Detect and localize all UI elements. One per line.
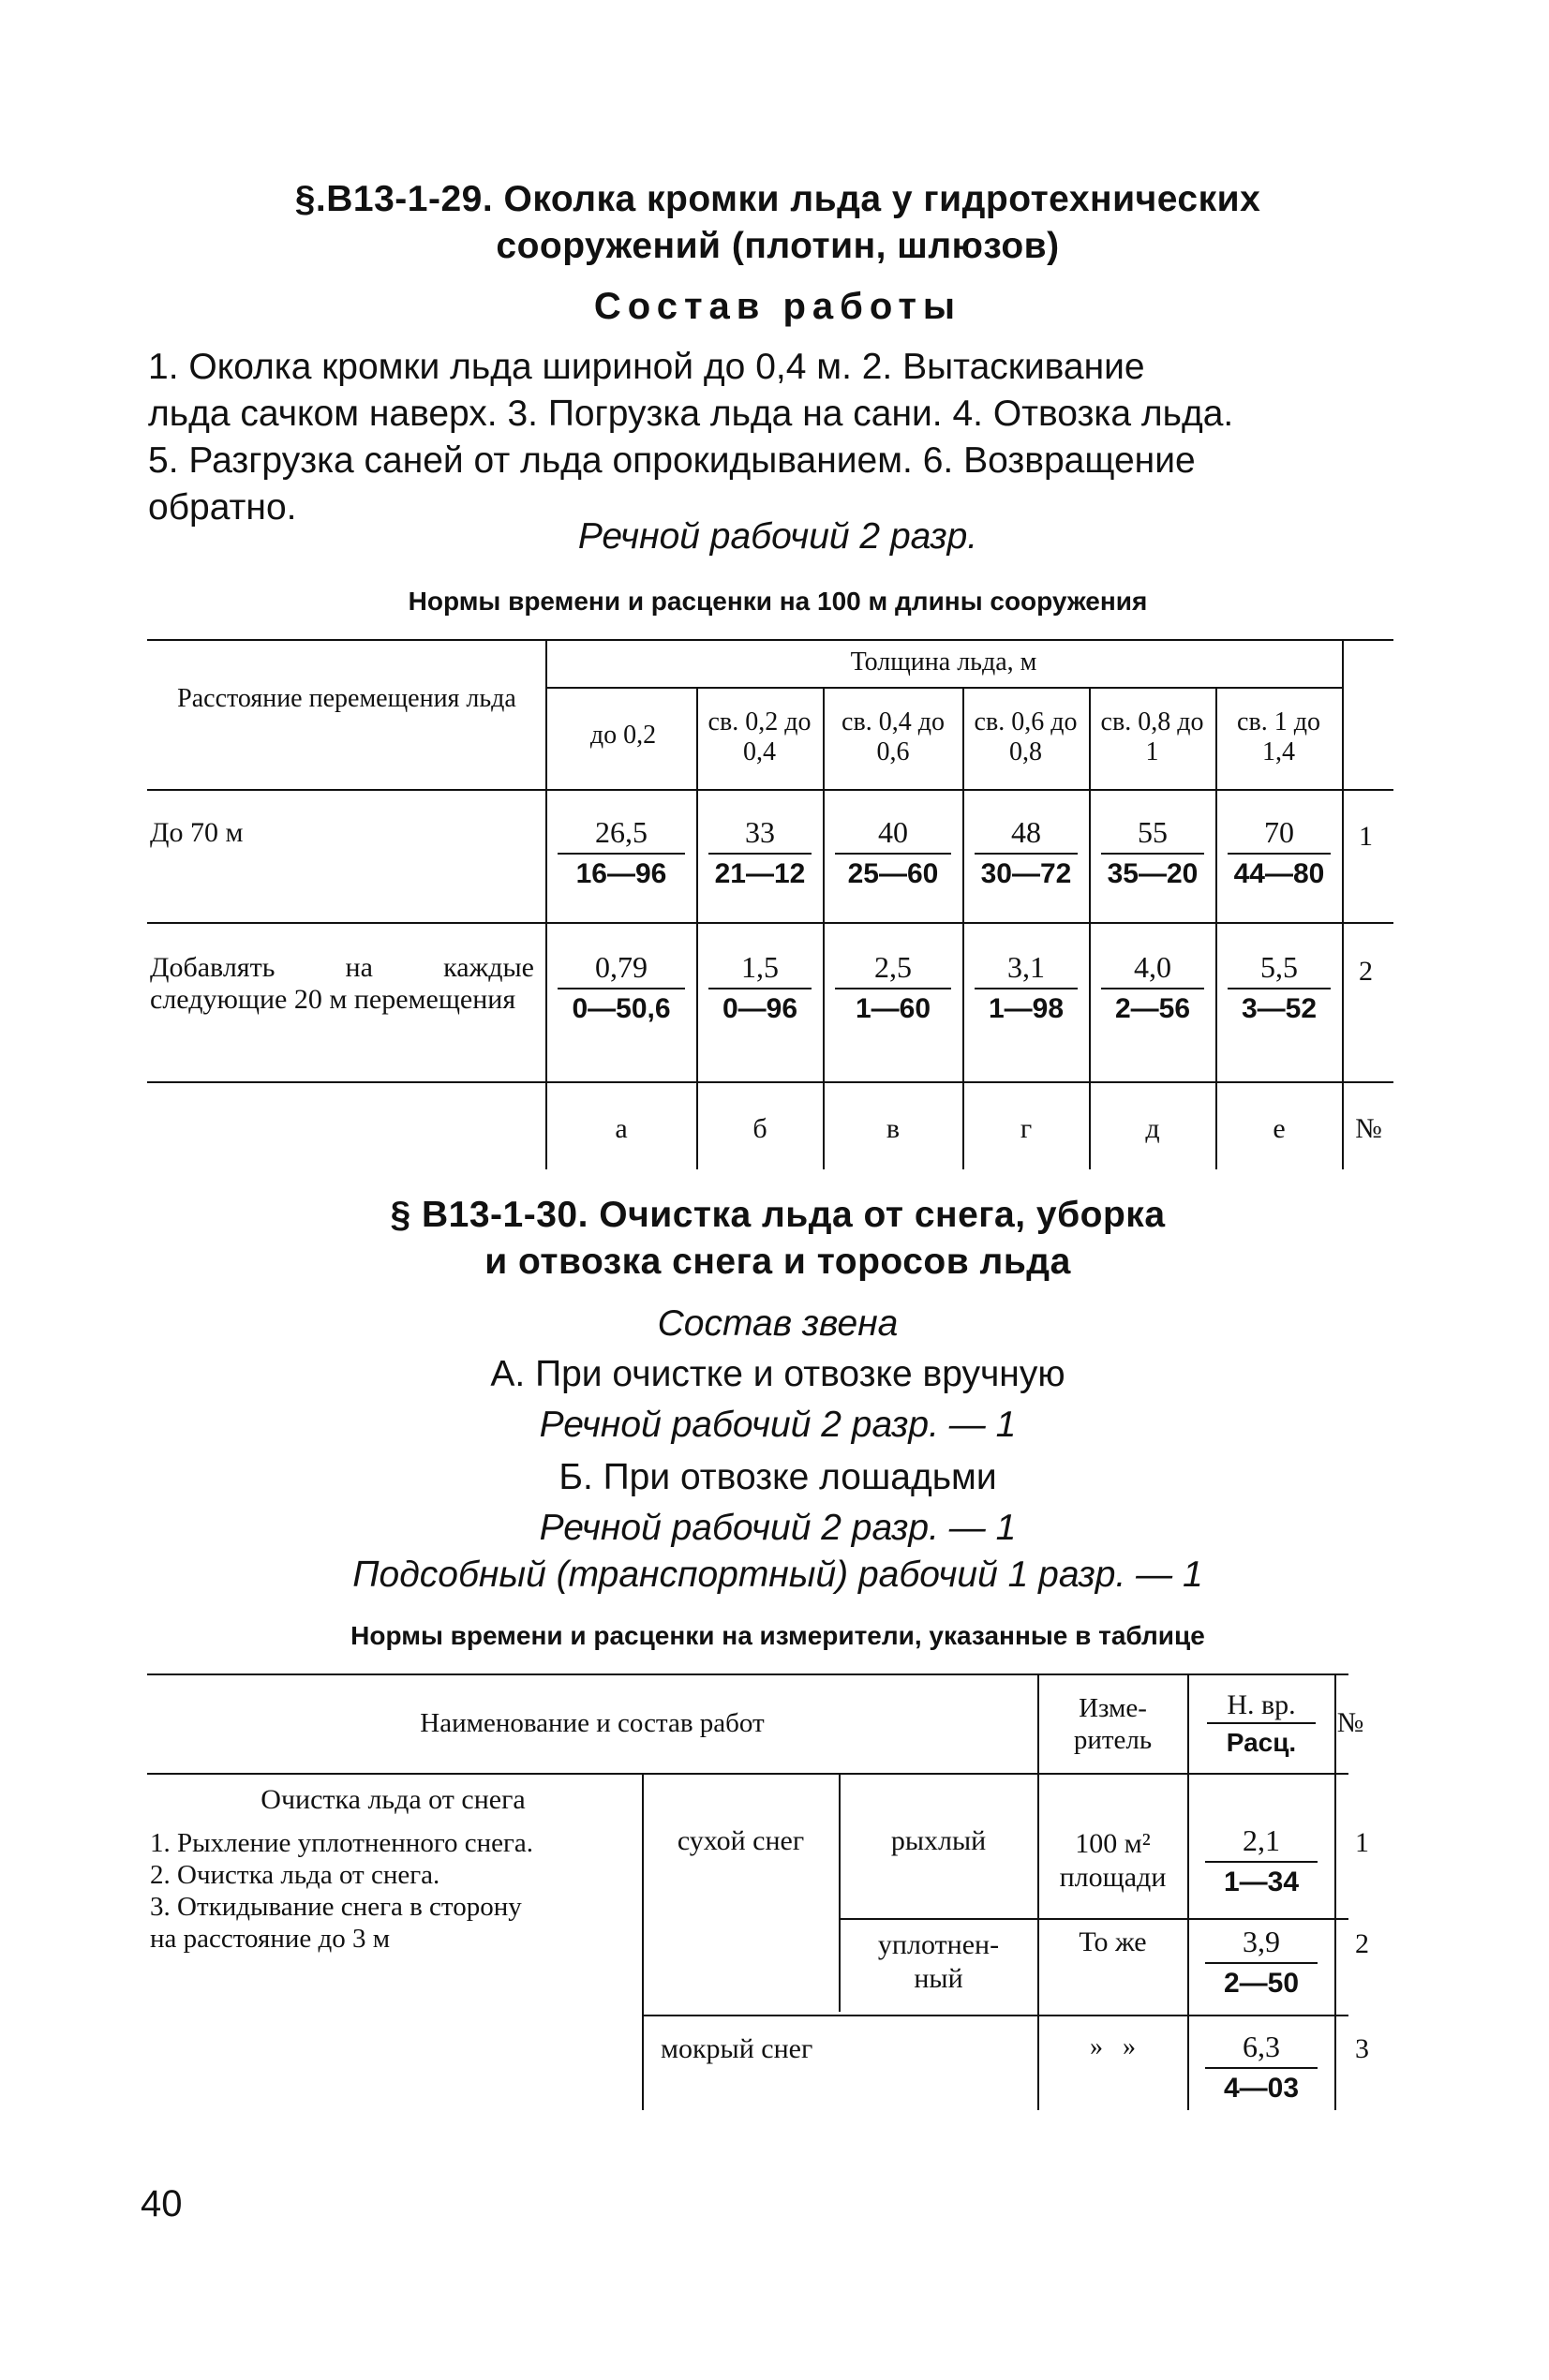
table-1-row-2-rule: [147, 1081, 1393, 1083]
crew-a-worker: Речной рабочий 2 разр. — 1: [539, 1405, 1017, 1445]
work-step-1: 1. Рыхление уплотненного снега.: [150, 1828, 534, 1858]
table-1-col-header: св. 1 до 1,4: [1237, 707, 1320, 766]
crew-a-heading: А. При очистке и отвозке вручную: [490, 1354, 1065, 1394]
table-1-col-line: [1342, 639, 1344, 1169]
meter-row-3: » »: [1090, 2032, 1136, 2061]
table-1-col-line: [1215, 687, 1217, 1169]
meter-row-1: 100 м² площади: [1059, 1828, 1167, 1893]
section-2-title-line-1: § В13-1-30. Очистка льда от снега, уборка: [390, 1195, 1166, 1235]
norm-value-row-2: 3,9 2—50: [1190, 1923, 1333, 2003]
table-1-group-rule: [545, 687, 1342, 689]
table-1-value: 2,5 1—60: [826, 948, 961, 1029]
table-1-col-header: св. 0,6 до 0,8: [974, 707, 1078, 766]
table-2-col-line: [1187, 1673, 1189, 2110]
table-1-col-line: [545, 639, 547, 1169]
table-1-header-rule: [147, 789, 1393, 791]
meter-row-2: То же: [1079, 1926, 1147, 1957]
crew-b-heading: Б. При отвозке лошадьми: [559, 1457, 997, 1497]
table-1-top-rule: [147, 639, 1393, 641]
table-1-row-2-label: Добавлять на каждые следующие 20 м перемещения: [150, 952, 534, 1015]
section-1-title-line-2: сооружений (плотин, шлюзов): [496, 226, 1060, 266]
compacted-snow-label: уплотнен- ный: [877, 1929, 1000, 1994]
page-number: 40: [141, 2183, 183, 2224]
table-1-col-line: [1089, 687, 1091, 1169]
composition-line-3: 5. Разгрузка саней от льда опрокидыванием. 6. Возвращение: [148, 440, 1196, 481]
table-2-num-header: №: [1336, 1707, 1364, 1738]
table-2-row-rule: [642, 2015, 1348, 2016]
table-1-row-1-rule: [147, 922, 1393, 924]
wet-snow-label: мокрый снег: [661, 2033, 813, 2064]
table-1-value: 3,1 1—98: [965, 948, 1087, 1029]
norm-value-row-1: 2,1 1—34: [1190, 1822, 1333, 1902]
table-2-header-rule: [147, 1773, 1348, 1775]
table-1-col-header: св. 0,4 до 0,6: [842, 707, 945, 766]
work-step-3: 3. Откидывание снега в сторону: [150, 1892, 522, 1922]
table-2-col-line: [1037, 1673, 1039, 2110]
table-1-col-header: св. 0,8 до 1: [1100, 707, 1204, 766]
worker-rank: Речной рабочий 2 разр.: [577, 516, 978, 557]
table-1-col-header: св. 0,2 до 0,4: [707, 707, 812, 766]
table-1-value: 48 30—72: [965, 813, 1087, 894]
table-2-norm-header: Н. вр. Расц.: [1190, 1687, 1333, 1762]
composition-line-1: 1. Околка кромки льда шириной до 0,4 м. 2. Вытаскивание: [148, 347, 1145, 387]
section-1-title-line-1: §.В13-1-29. Околка кромки льда у гидротехнических: [294, 179, 1261, 219]
table-1-col-letter: а: [615, 1113, 628, 1144]
table-1-col-letter: е: [1273, 1113, 1286, 1144]
table-1-row-header: Расстояние перемещения льда: [177, 684, 516, 713]
table-1-row-2-number: 2: [1359, 956, 1373, 987]
crew-b-worker-1: Речной рабочий 2 разр. — 1: [539, 1508, 1017, 1548]
table-1-group-header: Толщина льда, м: [850, 647, 1037, 677]
table-1-value: 70 44—80: [1218, 813, 1340, 894]
table-1-col-letter: в: [886, 1113, 901, 1144]
table-1-title: Нормы времени и расценки на 100 м длины сооружения: [408, 587, 1148, 616]
table-1-value: 40 25—60: [826, 813, 961, 894]
table-2-row-1-number: 1: [1355, 1827, 1369, 1858]
work-step-2: 2. Очистка льда от снега.: [150, 1860, 440, 1890]
table-1-col-line: [823, 687, 825, 1169]
table-2-top-rule: [147, 1673, 1348, 1675]
table-1-col-letter: г: [1020, 1113, 1033, 1144]
table-2-name-header: Наименование и состав работ: [420, 1708, 765, 1738]
work-title: Очистка льда от снега: [261, 1784, 526, 1815]
table-2-col-line: [1334, 1673, 1336, 2110]
table-1-num-label: №: [1355, 1113, 1382, 1144]
table-2-row-3-number: 3: [1355, 2033, 1369, 2064]
table-2-col-line: [839, 1773, 841, 2012]
table-1-value: 55 35—20: [1092, 813, 1214, 894]
table-1-col-line: [962, 687, 964, 1169]
work-step-4: на расстояние до 3 м: [150, 1924, 391, 1954]
table-2-meter-header: Изме- ритель: [1073, 1693, 1153, 1755]
section-2-title-line-2: и отвозка снега и торосов льда: [484, 1242, 1071, 1282]
table-1-col-letter: д: [1145, 1113, 1160, 1144]
crew-heading: Состав звена: [657, 1303, 899, 1344]
crew-b-worker-2: Подсобный (транспортный) рабочий 1 разр. — 1: [352, 1554, 1203, 1595]
table-1-value: 4,0 2—56: [1092, 948, 1214, 1029]
composition-line-2: льда сачком наверх. 3. Погрузка льда на сани. 4. Отвозка льда.: [148, 394, 1234, 434]
table-2-col-line: [642, 1773, 644, 2110]
table-1-col-letter: б: [752, 1113, 767, 1144]
norm-value-row-3: 6,3 4—03: [1190, 2028, 1333, 2108]
table-1-row-1-label: До 70 м: [150, 817, 244, 848]
table-1-value: 0,79 0—50,6: [548, 948, 694, 1029]
table-1-col-line: [696, 687, 698, 1169]
loose-snow-label: рыхлый: [890, 1825, 987, 1856]
table-1-value: 1,5 0—96: [699, 948, 821, 1029]
composition-line-4: обратно.: [148, 487, 297, 528]
dry-snow-label: сухой снег: [677, 1825, 805, 1856]
composition-heading: Состав работы: [593, 286, 962, 327]
table-1-value: 26,5 16—96: [548, 813, 694, 894]
table-2-row-2-number: 2: [1355, 1928, 1369, 1959]
table-1-col-header: до 0,2: [589, 721, 657, 750]
table-2-title: Нормы времени и расценки на измерители, указанные в таблице: [350, 1621, 1205, 1650]
table-1-value: 5,5 3—52: [1218, 948, 1340, 1029]
table-2-row-rule: [839, 1918, 1348, 1920]
table-1-row-1-number: 1: [1359, 821, 1373, 852]
table-1-value: 33 21—12: [699, 813, 821, 894]
